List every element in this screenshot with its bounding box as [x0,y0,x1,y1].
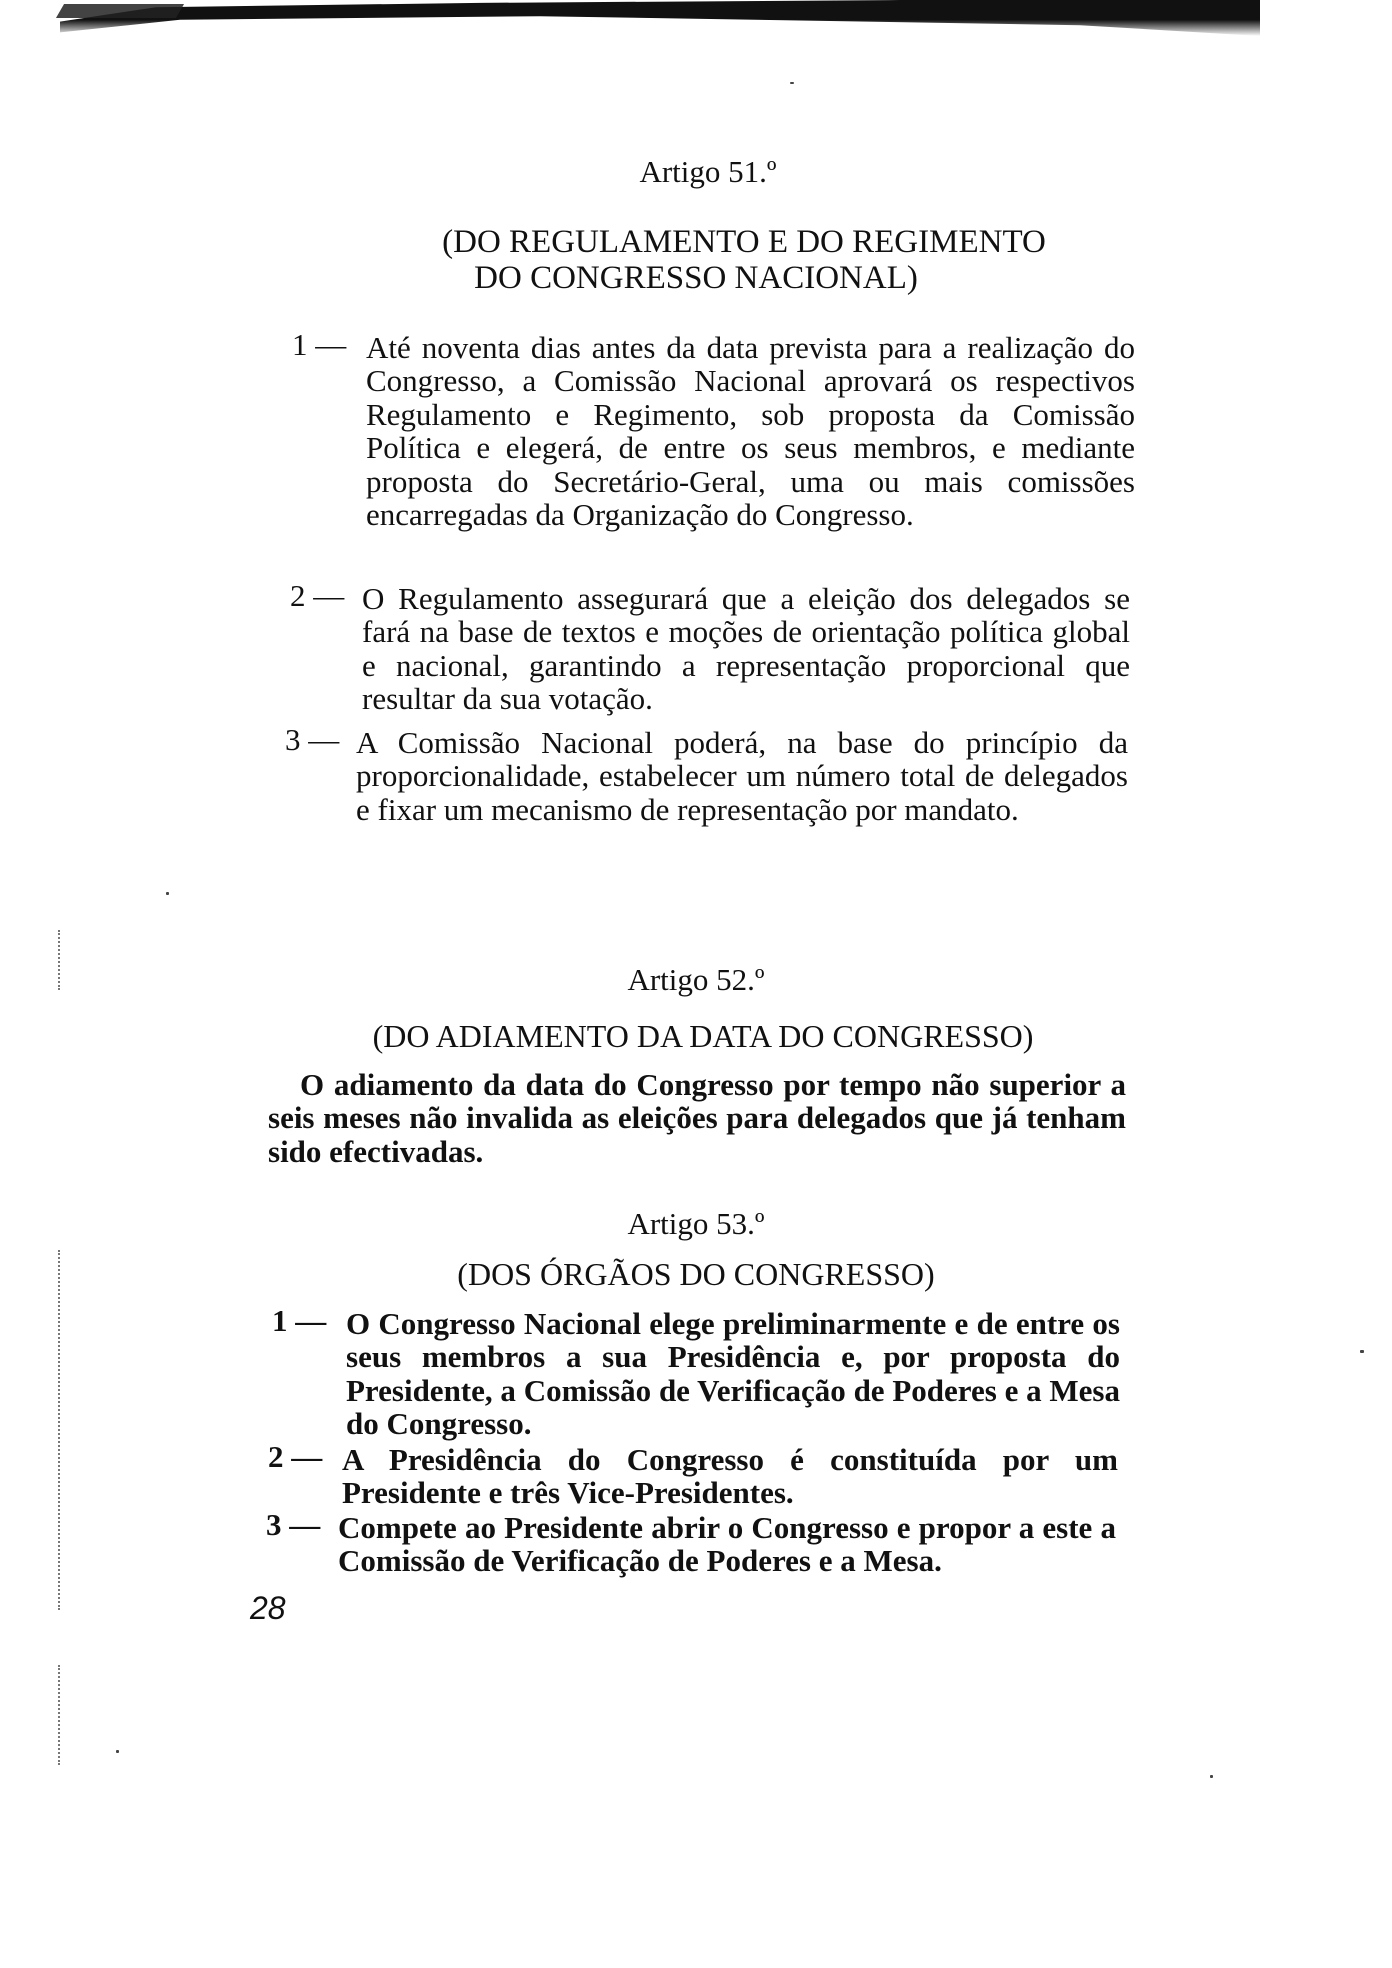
article-51-item-2-number: 2 — [290,578,345,613]
page-number: 28 [250,1590,286,1626]
article-51-subtitle-line1: (DO REGULAMENTO E DO REGIMENTO [442,224,1046,260]
article-51-item-1-number: 1 — [292,327,347,362]
article-52-subtitle: (DO ADIAMENTO DA DATA DO CONGRESSO) [372,1018,1034,1054]
article-53-item-2-text: A Presidência do Congresso é constituída por um Presidente e três Vice-Presidentes. [342,1442,1118,1511]
article-52-text: O adiamento da data do Congresso por tempo não superior a seis meses não invalida as eleições para delegados que já tenham sido efectivadas. [268,1067,1126,1169]
article-51-title: Artigo 51.º [639,154,777,189]
article-51-item-3-number: 3 — [285,722,340,757]
scan-speck [1210,1775,1213,1778]
scan-top-edge-left [56,4,184,18]
article-51-item-1-text: Até noventa dias antes da data prevista para a realização do Congresso, a Comissão Nacional aprovará os respectivos Regulamento e Regimento, sob proposta da Comissão Política e elegerá, de entre os seus membros, e mediante proposta do Secretário-Geral, uma ou mais comissões encarregadas da Organização do Congresso. [366,330,1135,533]
article-51-subtitle-line2: DO CONGRESSO NACIONAL) [474,260,918,296]
article-51-item-3-text: A Comissão Nacional poderá, na base do princípio da proporcionalidade, estabelecer um número total de delegados e fixar um mecanismo de representação por mandato. [356,725,1128,827]
article-51-item-2-text: O Regulamento assegurará que a eleição dos delegados se fará na base de textos e moções de orientação política global e nacional, garantindo a representação proporcional que resultar da sua votação. [362,581,1130,717]
scan-speck [790,82,794,84]
article-53-item-2-number: 2 — [268,1439,323,1474]
article-53-subtitle: (DOS ÓRGÃOS DO CONGRESSO) [457,1256,935,1292]
article-52-title: Artigo 52.º [627,962,765,997]
scan-speck [166,892,169,895]
article-53-item-3-text: Compete ao Presidente abrir o Congresso e propor a este a Comissão de Verificação de Poderes e a Mesa. [338,1510,1116,1579]
scan-speck [1360,1350,1364,1353]
scan-top-edge [60,0,1260,36]
article-53-item-1-number: 1 — [272,1303,327,1338]
article-53-item-3-number: 3 — [266,1507,321,1542]
article-53-item-1-text: O Congresso Nacional elege preliminarmente e de entre os seus membros a sua Presidência e, por proposta do Presidente, a Comissão de Verificação de Poderes e a Mesa do Congresso. [346,1306,1120,1442]
scan-margin-ticks [58,1250,62,1610]
scan-speck [116,1750,119,1753]
article-53-title: Artigo 53.º [627,1206,765,1241]
scan-margin-ticks [58,1665,62,1765]
